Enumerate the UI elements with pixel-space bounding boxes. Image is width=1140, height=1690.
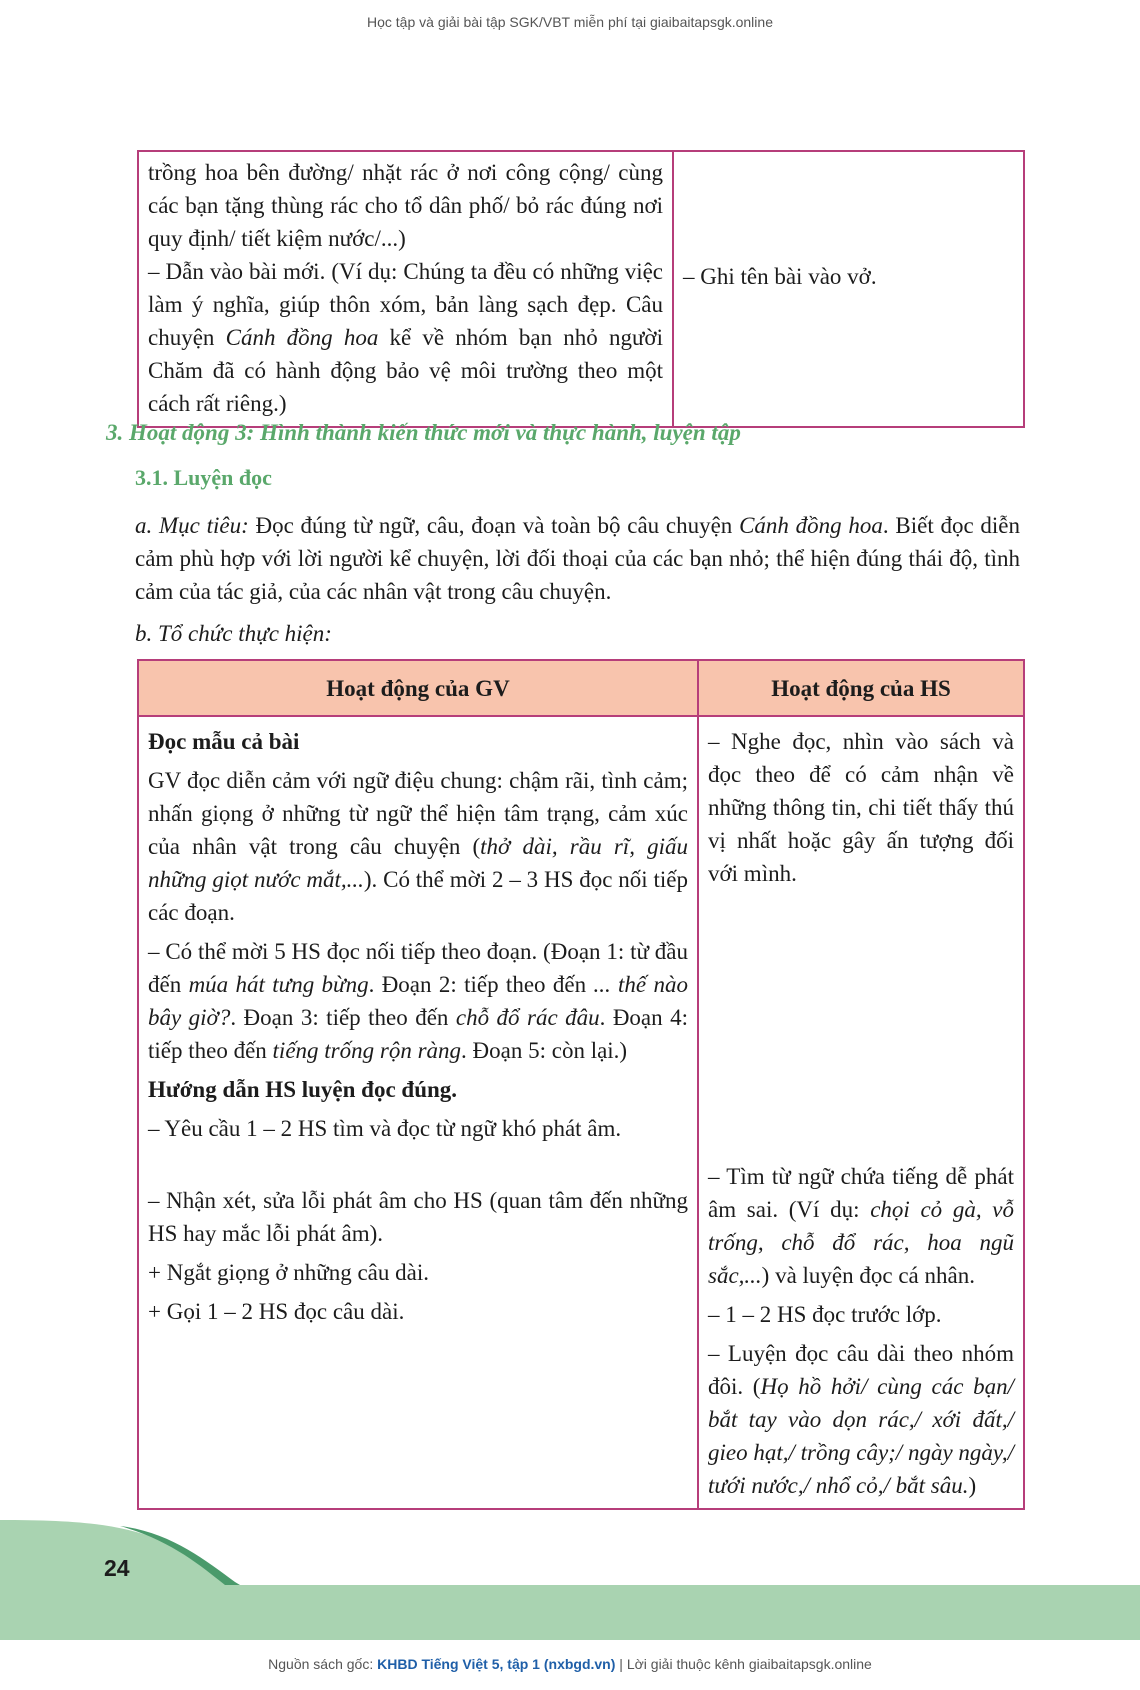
header-student: Hoạt động của HS — [698, 660, 1024, 716]
footer-source: Nguồn sách gốc: KHBD Tiếng Việt 5, tập 1 (nxbgd.vn) | Lời giải thuộc kênh giaibaitapsgk.online — [268, 1656, 872, 1672]
pronunciation-feedback: – Nhận xét, sửa lỗi phát âm cho HS (quan tâm đến những HS hay mắc lỗi phát âm). — [148, 1188, 688, 1246]
model-reading-text: GV đọc diễn cảm với ngữ điệu chung: chậm rãi, tình cảm; nhấn giọng ở những từ ngữ thể hiện tâm trạng, cảm xúc của nhân vật trong câu chuyện (thở dài, rầu rĩ, giấu những giọt nước mắt,...). Có thể mời 2 – 3 HS đọc nối tiếp các đoạn. — [148, 768, 688, 925]
read-before-class-text: – 1 – 2 HS đọc trước lớp. — [708, 1302, 942, 1327]
section-3-1-heading: 3.1. Luyện đọc — [135, 465, 272, 490]
reading-activity-table — [137, 659, 1025, 1510]
intro-activity-table — [137, 150, 1025, 428]
guided-reading-title: Hướng dẫn HS luyện đọc đúng. — [148, 1077, 458, 1102]
model-reading-title: Đọc mẫu cả bài — [148, 729, 300, 754]
teacher-activities-cell — [138, 716, 698, 1509]
header-teacher: Hoạt động của GV — [138, 660, 698, 716]
objective-paragraph: a. Mục tiêu: Đọc đúng từ ngữ, câu, đoạn và toàn bộ câu chuyện Cánh đồng hoa. Biết đọc diễn cảm phù hợp với lời người kể chuyện, lời đối thoại của các bạn nhỏ; thể hiện đúng thái độ, tình cảm của tác giả, của các nhân vật trong câu chuyện. — [135, 513, 1021, 604]
student-activities-cell — [698, 716, 1024, 1509]
page-number: 24 — [104, 1555, 130, 1581]
teacher-text-2: – Dẫn vào bài mới. (Ví dụ: Chúng ta đều có những việc làm ý nghĩa, giúp thôn xóm, bản làng sạch đẹp. Câu chuyện Cánh đồng hoa kể về nhóm bạn nhỏ người Chăm đã có hành động bảo vệ môi trường theo một cách rất riêng.) — [148, 259, 663, 416]
paragraph-reading-text: – Có thể mời 5 HS đọc nối tiếp theo đoạn. (Đoạn 1: từ đầu đến múa hát tưng bừng. Đoạn 2: tiếp theo đến ... thế nào bây giờ?. Đoạn 3: tiếp theo đến chỗ đổ rác đâu. Đoạn 4: tiếp theo đến tiếng trống rộn ràng. Đoạn 5: còn lại.) — [148, 939, 688, 1063]
footer-wave-decoration — [0, 1520, 1140, 1640]
pause-long-sentences: + Ngắt giọng ở những câu dài. — [148, 1260, 429, 1285]
footer-source-link[interactable]: KHBD Tiếng Việt 5, tập 1 (nxbgd.vn) — [377, 1656, 616, 1672]
call-students: + Gọi 1 – 2 HS đọc câu dài. — [148, 1299, 405, 1324]
student-text: – Ghi tên bài vào vở. — [683, 263, 877, 289]
listen-reading-text: – Nghe đọc, nhìn vào sách và đọc theo để có cảm nhận về những thông tin, chi tiết thấy thú vị nhất hoặc gây ấn tượng đối với mình. — [708, 729, 1014, 886]
teacher-cell — [138, 151, 673, 427]
section-3-heading: 3. Hoạt động 3: Hình thành kiến thức mới và thực hành, luyện tập — [106, 420, 741, 445]
header-note: Học tập và giải bài tập SGK/VBT miễn phí tại giaibaitapsgk.online — [367, 14, 773, 30]
student-cell — [673, 151, 1024, 427]
teacher-text-1: trồng hoa bên đường/ nhặt rác ở nơi công cộng/ cùng các bạn tặng thùng rác cho tổ dân phố/ bỏ rác đúng nơi quy định/ tiết kiệm nước/...) — [148, 160, 663, 251]
implementation-label: b. Tổ chức thực hiện: — [135, 621, 332, 646]
difficult-words-request: – Yêu cầu 1 – 2 HS tìm và đọc từ ngữ khó phát âm. — [148, 1116, 622, 1141]
find-words-text: – Tìm từ ngữ chứa tiếng dễ phát âm sai. (Ví dụ: chọi cỏ gà, vỗ trống, chỗ đổ rác, hoa ngũ sắc,...) và luyện đọc cá nhân. — [708, 1164, 1015, 1288]
pair-reading-text: – Luyện đọc câu dài theo nhóm đôi. (Họ hồ hởi/ cùng các bạn/ bắt tay vào dọn rác,/ xới đất,/ gieo hạt,/ trồng cây;/ ngày ngày,/ tưới nước,/ nhổ cỏ,/ bắt sâu.) — [708, 1341, 1014, 1498]
